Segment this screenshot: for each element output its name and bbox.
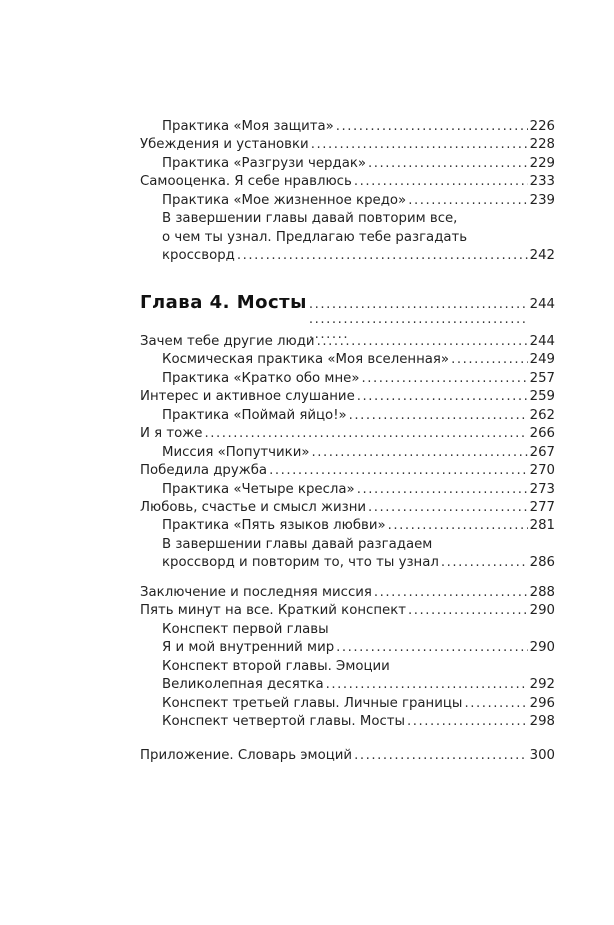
entry-page: 298 [529, 714, 555, 730]
entry-title: кроссворд [162, 248, 235, 264]
entry-title: Любовь, счастье и смысл жизни [140, 499, 367, 515]
toc-subentry [140, 118, 555, 136]
entry-page: 228 [529, 137, 555, 153]
entry-title: Конспект первой главы [162, 621, 329, 637]
dot-leader [312, 444, 528, 462]
entry-page: 270 [529, 463, 555, 479]
entry-title: Интерес и активное слушание [140, 389, 355, 405]
dot-leader [336, 118, 528, 136]
toc-subentry [140, 370, 555, 388]
toc-entry [140, 136, 555, 154]
toc-subentry [140, 210, 555, 228]
entry-page: 233 [529, 174, 555, 190]
entry-page: 259 [529, 389, 555, 405]
entry-title: Конспект четвертой главы. Мосты [162, 714, 406, 730]
dot-leader [441, 554, 528, 572]
toc-subentry [140, 155, 555, 173]
toc-subentry [140, 676, 555, 694]
entry-page: 292 [529, 677, 555, 693]
entry-page: 242 [529, 248, 555, 264]
toc-section-2 [140, 333, 555, 573]
entry-page: 226 [529, 119, 555, 134]
entry-page: 244 [529, 334, 555, 349]
entry-page: 239 [529, 192, 555, 208]
toc-subentry [140, 444, 555, 462]
entry-page: 290 [529, 640, 555, 656]
entry-title: Самооценка. Я себе нравлюсь [140, 174, 352, 190]
toc-entry [140, 747, 555, 765]
dot-leader [354, 747, 528, 765]
entry-title: Победила дружба [140, 463, 268, 479]
entry-title: Конспект третьей главы. Личные границы [162, 695, 463, 711]
entry-page: 277 [529, 499, 555, 515]
entry-page: 286 [529, 555, 555, 571]
dot-leader [204, 425, 527, 443]
entry-page: 229 [529, 155, 555, 171]
dot-leader [464, 695, 527, 713]
entry-title: В завершении главы давай разгадаем [162, 536, 433, 552]
toc-subentry [140, 658, 555, 676]
entry-title: Миссия «Попутчики» [162, 444, 310, 460]
toc-entry [140, 584, 555, 602]
entry-title: Практика «Поймай яйцо!» [162, 407, 347, 423]
toc-subentry [140, 481, 555, 499]
toc-subentry [140, 713, 555, 731]
toc-entry [140, 388, 555, 406]
toc-entry [140, 173, 555, 191]
dot-leader [237, 247, 528, 265]
dot-leader [368, 155, 528, 173]
dot-leader [326, 676, 528, 694]
entry-title: Космическая практика «Моя вселенная» [162, 352, 450, 368]
entry-title: Практика «Четыре кресла» [162, 481, 355, 497]
entry-title: Я и мой внутренний мир [162, 640, 335, 656]
toc-subentry [140, 639, 555, 657]
dot-leader [311, 136, 528, 154]
dot-leader [336, 639, 527, 657]
entry-title: Убеждения и установки [140, 137, 309, 153]
entry-title: Великолепная десятка [162, 677, 324, 693]
dot-leader [357, 481, 528, 499]
dot-leader [317, 333, 528, 351]
entry-page: 281 [529, 518, 555, 534]
toc-subentry [140, 407, 555, 425]
entry-title: Практика «Моя защита» [162, 119, 334, 134]
toc-subentry [140, 621, 555, 639]
entry-title: Приложение. Словарь эмоций [140, 748, 353, 763]
dot-leader [349, 407, 528, 425]
toc-subentry [140, 695, 555, 713]
dot-leader [269, 462, 528, 480]
dot-leader [408, 602, 528, 620]
toc-subentry [140, 554, 555, 572]
entry-title: Практика «Разгрузи чердак» [162, 155, 367, 171]
dot-leader [368, 499, 528, 517]
toc-subentry [140, 351, 555, 369]
entry-title: Зачем тебе другие люди [140, 334, 315, 349]
entry-title: Практика «Кратко обо мне» [162, 370, 360, 386]
entry-page: 288 [529, 585, 555, 600]
toc-subentry [140, 517, 555, 535]
entry-page: 249 [529, 352, 555, 368]
dot-leader [354, 173, 528, 191]
entry-page: 300 [529, 748, 555, 763]
toc-subentry [140, 229, 555, 247]
entry-title: Практика «Мое жизненное кредо» [162, 192, 407, 208]
toc-entry [140, 425, 555, 443]
entry-title: кроссворд и повторим то, что ты узнал [162, 555, 439, 571]
toc-entry [140, 333, 555, 351]
toc-subentry [140, 536, 555, 554]
entry-title: В завершении главы давай повторим все, [162, 211, 458, 227]
entry-title: Конспект второй главы. Эмоции [162, 658, 390, 674]
entry-page: 273 [529, 481, 555, 497]
entry-title: Заключение и последняя миссия [140, 585, 372, 600]
entry-page: 290 [529, 603, 555, 619]
entry-title: И я тоже [140, 426, 203, 442]
entry-page: 296 [529, 695, 555, 711]
toc-section-3 [140, 584, 555, 732]
toc-section-1 [140, 118, 555, 266]
toc-section-4 [140, 747, 555, 765]
dot-leader [451, 351, 528, 369]
chapter-page: 244 [529, 297, 555, 312]
entry-page: 266 [529, 426, 555, 442]
toc-entry [140, 462, 555, 480]
chapter-title: Глава 4. Мосты [140, 292, 307, 313]
entry-title: Пять минут на все. Краткий конспект [140, 603, 407, 619]
dot-leader [361, 370, 527, 388]
entry-page: 262 [529, 407, 555, 423]
dot-leader [407, 713, 528, 731]
entry-page: 257 [529, 370, 555, 386]
toc-entry [140, 499, 555, 517]
entry-title: Практика «Пять языков любви» [162, 518, 386, 534]
entry-title: о чем ты узнал. Предлагаю тебе разгадать [162, 229, 468, 245]
dot-leader [374, 584, 528, 602]
entry-page: 267 [529, 444, 555, 460]
dot-leader [408, 192, 527, 210]
toc-subentry [140, 247, 555, 265]
dot-leader [357, 388, 528, 406]
toc-entry [140, 602, 555, 620]
dot-leader [388, 517, 528, 535]
toc-subentry [140, 192, 555, 210]
